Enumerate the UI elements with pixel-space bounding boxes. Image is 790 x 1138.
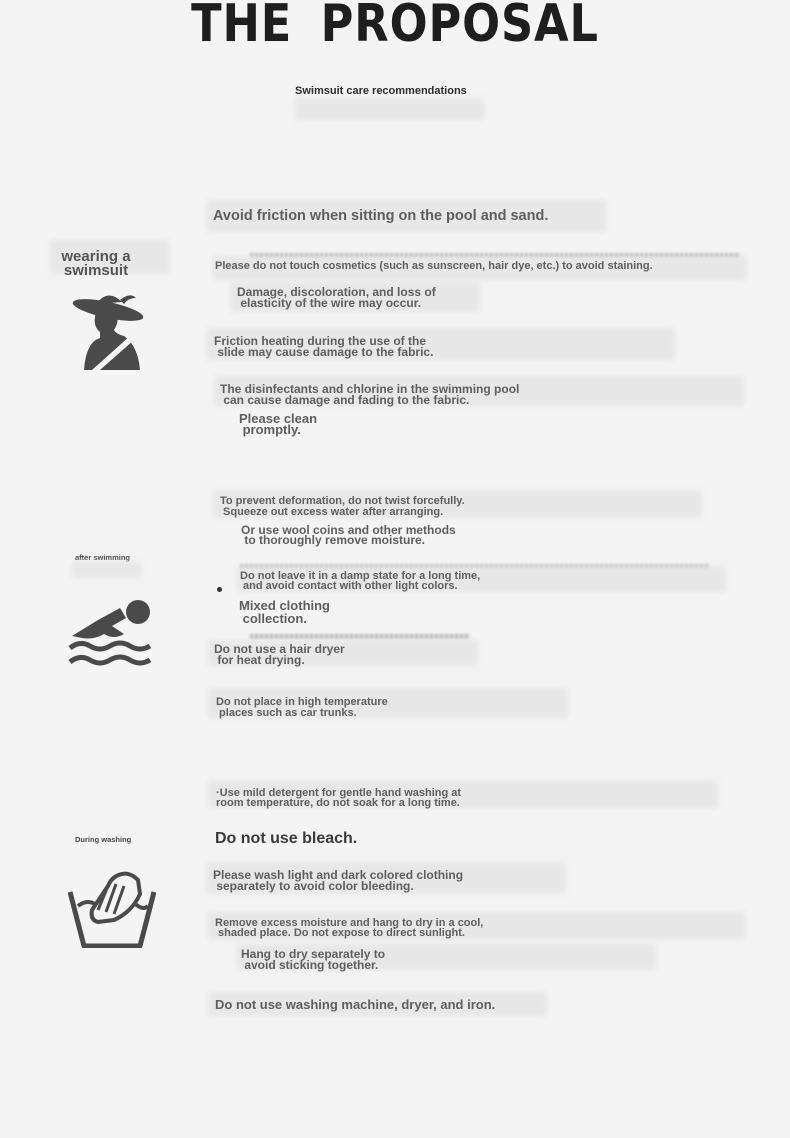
label-backdrop [72,562,142,578]
care-item-line2: collection. [239,611,307,626]
care-item-line1: Remove excess moisture and hang to dry in a cool, [215,917,484,929]
care-item: Do not use washing machine, dryer, and iron. [215,997,496,1012]
care-item-line1: Do not place in high temperature [216,696,388,708]
bullet-dot [217,587,222,592]
care-item-line1: Mixed clothing [239,598,330,613]
care-item-line2: shaded place. Do not expose to direct sunlight. [215,927,465,939]
section-label-wearing-line1: wearing a [61,248,131,265]
care-item: Avoid friction when sitting on the pool and sand. [213,208,549,224]
hand-wash-icon [68,870,156,948]
care-item-line1: Or use wool coins and other methods [241,523,456,537]
care-item-line1: ·Use mild detergent for gentle hand washing at [216,787,462,799]
care-item-line1: Please wash light and dark colored clothing [213,868,464,882]
care-item-line2: to thoroughly remove moisture. [241,533,426,547]
care-item-line1: Do not use a hair dryer [214,642,345,656]
care-item-line2: elasticity of the wire may occur. [237,296,422,310]
section-label-washing: During washing [75,835,132,844]
care-item-line1: Damage, discoloration, and loss of [237,285,436,299]
care-item-line1: Do not leave it in a damp state for a long time, [240,570,481,582]
section-label-after: after swimming [75,553,131,562]
blurred-text-strip [250,634,470,639]
woman-with-hat-icon [72,290,148,372]
care-item-line1: Hang to dry separately to [241,947,386,961]
brand-title: THE PROPOSAL [191,0,599,54]
care-item-line2: can cause damage and fading to the fabric. [220,393,470,407]
blurred-text-block [295,98,485,120]
care-item-line2: avoid sticking together. [241,958,379,972]
care-item-line2: slide may cause damage to the fabric. [214,345,434,359]
care-item-line2: promptly. [239,422,301,437]
care-item-line2: Squeeze out excess water after arranging. [220,506,444,518]
page-subtitle: Swimsuit care recommendations [295,85,467,97]
care-item-line1: Friction heating during the use of the [214,334,426,348]
care-item-line1: To prevent deformation, do not twist forcefully. [220,495,465,507]
care-item-line1: The disinfectants and chlorine in the swimming pool [220,382,520,396]
care-item-line2: and avoid contact with other light colors. [240,580,458,592]
care-item-line2: places such as car trunks. [216,707,357,719]
care-item-line2: separately to avoid color bleeding. [213,879,414,893]
care-item-line2: room temperature, do not soak for a long time. [216,797,460,809]
care-item-line2: for heat drying. [214,653,305,667]
swimmer-icon [68,600,152,670]
care-item: Please do not touch cosmetics (such as sunscreen, hair dye, etc.) to avoid staining. [215,260,653,272]
section-label-wearing [31,250,161,278]
section-label-wearing-line2: swimsuit [63,262,129,279]
care-item: Do not use bleach. [215,830,358,847]
care-item-line1: Please clean [239,411,318,426]
